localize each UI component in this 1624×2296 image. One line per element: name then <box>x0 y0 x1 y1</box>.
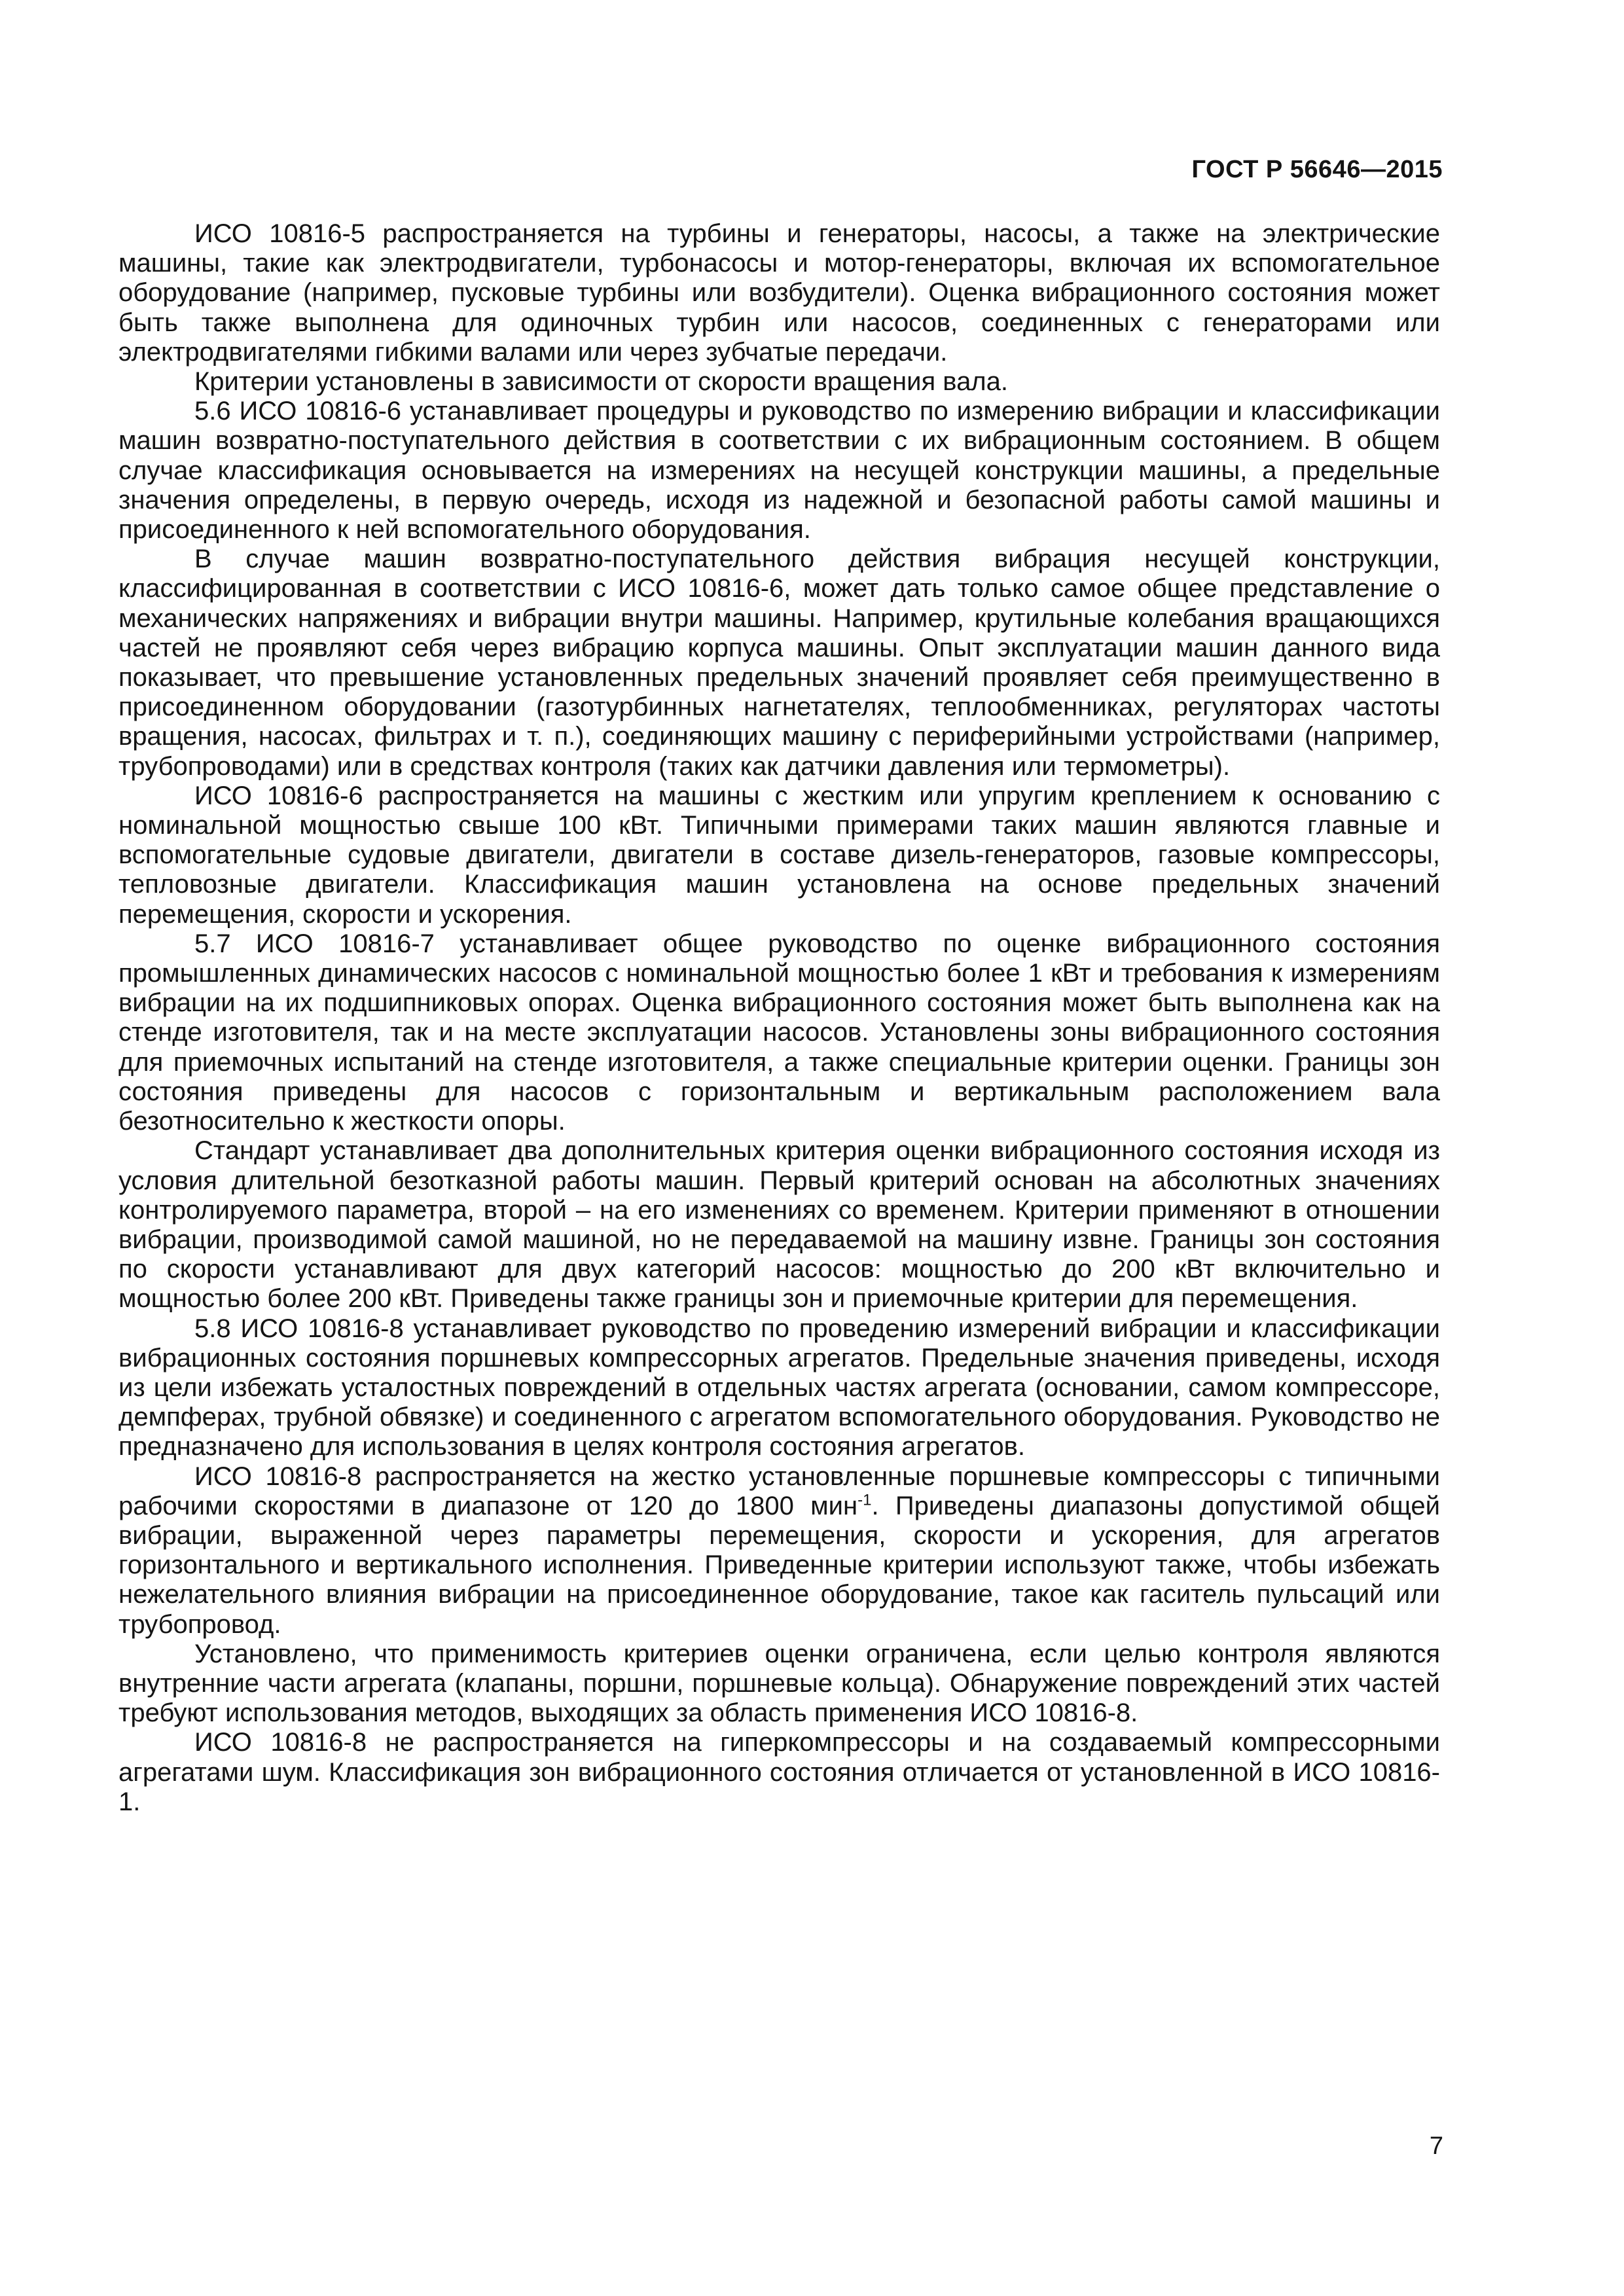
paragraph-5-6-iso-10816-6: 5.6 ИСО 10816-6 устанавливает процедуры и руководство по измерению вибрации и классификации машин возвратно-поступательного действия в соответствии с их вибрационным состоянием. В общем случае классификация основывается на измерениях на несущей конструкции машины, а предельные значения определены, в первую очередь, исходя из надежной и безопасной работы самой машины и присоединенного к ней вспомогательного оборудования. <box>118 397 1440 545</box>
document-standard-code: ГОСТ Р 56646—2015 <box>1191 156 1443 183</box>
paragraph-iso-10816-8-exclusions: ИСО 10816-8 не распространяется на гиперкомпрессоры и на создаваемый компрессорными агрегатами шум. Классификация зон вибрационного состояния отличается от установленной в ИСО 10816-1. <box>118 1728 1440 1816</box>
document-body <box>118 219 1440 1817</box>
paragraph-text-after-superscript: . Приведены диапазоны допустимой общей вибрации, выраженной через параметры перемещения, скорости и ускорения, для агрегатов горизонтального и вертикального исполнения. Приведенные критерии используют также, чтобы избежать нежелательного влияния вибрации на присоединенное оборудование, такое как гаситель пульсаций или трубопровод. <box>118 1491 1440 1639</box>
paragraph-text-before-superscript: ИСО 10816-8 распространяется на жестко установленные поршневые компрессоры с типичными рабочими скоростями в диапазоне от 120 до 1800 мин <box>118 1462 1440 1520</box>
paragraph-criteria-limitation: Установлено, что применимость критериев оценки ограничена, если целью контроля являются внутренние части агрегата (клапаны, поршни, поршневые кольца). Обнаружение повреждений этих частей требуют использования методов, выходящих за область применения ИСО 10816-8. <box>118 1639 1440 1728</box>
paragraph-additional-criteria: Стандарт устанавливает два дополнительных критерия оценки вибрационного состояния исходя из условия длительной безотказной работы машин. Первый критерий основан на абсолютных значениях контролируемого параметра, второй – на его изменениях со временем. Критерии применяют в отношении вибрации, производимой самой машиной, но не передаваемой на машину извне. Границы зон состояния по скорости устанавливают для двух категорий насосов: мощностью до 200 кВт включительно и мощностью более 200 кВт. Приведены также границы зон и приемочные критерии для перемещения. <box>118 1136 1440 1314</box>
paragraph-5-7-iso-10816-7: 5.7 ИСО 10816-7 устанавливает общее руководство по оценке вибрационного состояния промышленных динамических насосов с номинальной мощностью более 1 кВт и требования к измерениям вибрации на их подшипниковых опорах. Оценка вибрационного состояния может быть выполнена как на стенде изготовителя, так и на месте эксплуатации насосов. Установлены зоны вибрационного состояния для приемочных испытаний на стенде изготовителя, а также специальные критерии оценки. Границы зон состояния приведены для насосов с горизонтальным и вертикальным расположением вала безотносительно к жесткости опоры. <box>118 929 1440 1136</box>
page-number: 7 <box>1429 2132 1443 2160</box>
paragraph-iso-10816-5-scope: ИСО 10816-5 распространяется на турбины и генераторы, насосы, а также на электрические машины, такие как электродвигатели, турбонасосы и мотор-генераторы, включая их вспомогательное оборудование (например, пусковые турбины или возбудители). Оценка вибрационного состояния может быть также выполнена для одиночных турбин или насосов, соединенных с генераторами или электродвигателями гибкими валами или через зубчатые передачи. <box>118 219 1440 367</box>
paragraph-reciprocating-machines: В случае машин возвратно-поступательного действия вибрация несущей конструкции, классифицированная в соответствии с ИСО 10816-6, может дать только самое общее представление о механических напряжениях и вибрации внутри машины. Например, крутильные колебания вращающихся частей не проявляют себя через вибрацию корпуса машины. Опыт эксплуатации машин данного вида показывает, что превышение установленных предельных значений проявляет себя преимущественно в присоединенном оборудовании (газотурбинных нагнетателях, теплообменниках, регуляторах частоты вращения, насосах, фильтрах и т. п.), соединяющих машину с периферийными устройствами (например, трубопроводами) или в средствах контроля (таких как датчики давления или термометры). <box>118 545 1440 781</box>
paragraph-iso-10816-8-scope <box>118 1462 1440 1640</box>
paragraph-5-8-iso-10816-8: 5.8 ИСО 10816-8 устанавливает руководство по проведению измерений вибрации и классификации вибрационных состояния поршневых компрессорных агрегатов. Предельные значения приведены, исходя из цели избежать усталостных повреждений в отдельных частях агрегата (основании, самом компрессоре, демпферах, трубной обвязке) и соединенного с агрегатом вспомогательного оборудования. Руководство не предназначено для использования в целях контроля состояния агрегатов. <box>118 1314 1440 1462</box>
paragraph-iso-10816-6-scope: ИСО 10816-6 распространяется на машины с жестким или упругим креплением к основанию с номинальной мощностью свыше 100 кВт. Типичными примерами таких машин являются главные и вспомогательные судовые двигатели, двигатели в составе дизель-генераторов, газовые компрессоры, тепловозные двигатели. Классификация машин установлена на основе предельных значений перемещения, скорости и ускорения. <box>118 781 1440 929</box>
paragraph-criteria-shaft-speed: Критерии установлены в зависимости от скорости вращения вала. <box>194 367 1009 397</box>
unit-exponent-superscript: -1 <box>857 1491 872 1509</box>
